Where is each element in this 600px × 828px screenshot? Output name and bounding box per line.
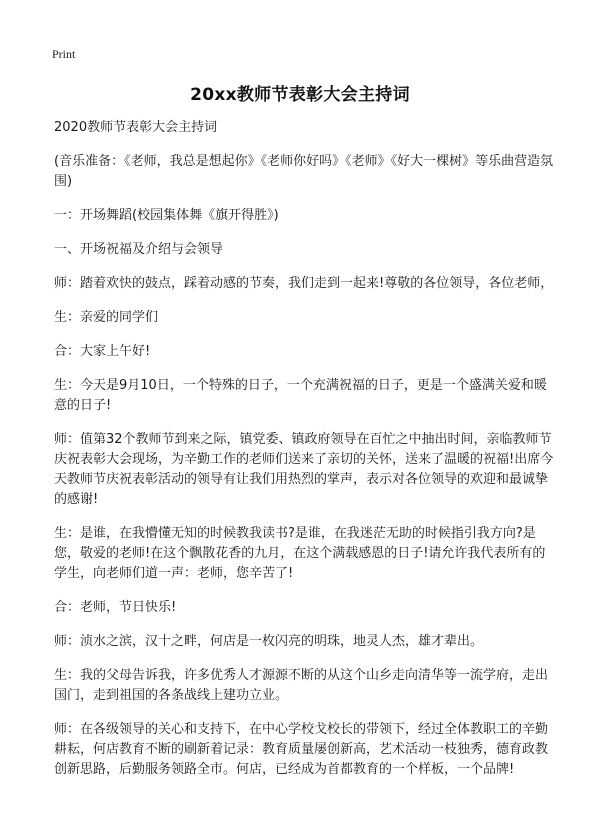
dialogue-paragraph: 生：今天是9月10日，一个特殊的日子，一个充满祝福的日子，更是一个盛满关爱和暖意的日子!	[54, 378, 547, 413]
dialogue-paragraph: 生：是谁，在我懵懂无知的时候教我读书?是谁，在我迷茫无助的时候指引我方向?是您，敬爱的老师!在这个飘散花香的九月，在这个满载感恩的日子!请允许我代表所有的学生，向老师们道一声：老师，您辛苦了!	[54, 526, 546, 581]
print-link[interactable]: Print	[52, 47, 76, 61]
page-title: 20xx教师节表彰大会主持词	[190, 85, 410, 105]
document-body	[54, 118, 554, 794]
dialogue-paragraph: 合：大家上午好!	[54, 344, 151, 359]
dialogue-paragraph: 师：浈水之滨，汉十之畔，何店是一枚闪亮的明珠，地灵人杰，雄才辈出。	[54, 634, 484, 649]
dialogue-paragraph: 师：在各级领导的关心和支持下，在中心学校戈校长的带领下，经过全体教职工的辛勤耕耘，何店教育不断的刷新着记录：教育质量屡创新高，艺术活动一枝独秀，德育政教创新思路，后勤服务领路全市。何店，已经成为首都教育的一个样板，一个品牌!	[54, 722, 549, 777]
subtitle-paragraph: 2020教师节表彰大会主持词	[54, 120, 218, 135]
dialogue-paragraph: 生：我的父母告诉我，许多优秀人才源源不断的从这个山乡走向清华等一流学府，走出国门，走到祖国的各条战线上建功立业。	[54, 668, 549, 703]
music-note-paragraph: (音乐准备：《老师，我总是想起你》《老师你好吗》《老师》《好大一棵树》等乐曲营造氛围)	[54, 154, 554, 189]
dialogue-paragraph: 师：值第32个教师节到来之际，镇党委、镇政府领导在百忙之中抽出时间，亲临教师节庆祝表彰大会现场，为辛勤工作的老师们送来了亲切的关怀，送来了温暖的祝福!出席今天教师节庆祝表彰活动的领导有让我们用热烈的掌声，表示对各位领导的欢迎和最诚挚的感谢!	[54, 432, 554, 507]
dialogue-paragraph: 生：亲爱的同学们	[54, 310, 159, 325]
dialogue-paragraph: 师：踏着欢快的鼓点，踩着动感的节奏，我们走到一起来!尊敬的各位领导，各位老师，	[54, 276, 554, 291]
dialogue-paragraph: 合：老师，节日快乐!	[54, 600, 177, 615]
section-heading-opening-dance: 一：开场舞蹈(校园集体舞《旗开得胜》)	[54, 208, 279, 223]
section-heading-blessing: 一、开场祝福及介绍与会领导	[54, 242, 224, 257]
